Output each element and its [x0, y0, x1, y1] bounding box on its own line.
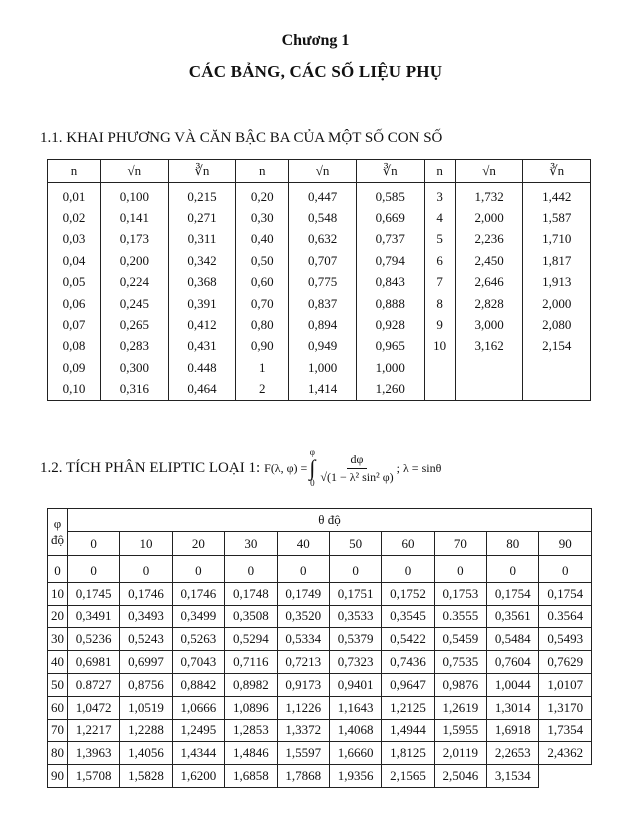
table-cell: 1,4056: [120, 742, 172, 765]
table-cell: 0,585: [356, 183, 424, 208]
table-cell: 1,260: [356, 379, 424, 401]
table-cell: 6: [424, 250, 455, 271]
table-cell: 3,162: [455, 336, 523, 357]
table-cell: 0.3555: [434, 605, 486, 628]
table-cell: 5: [424, 229, 455, 250]
table-cell: 0: [172, 556, 224, 583]
table-cell: 1,4944: [382, 719, 434, 742]
table-cell: 10: [424, 336, 455, 357]
table-cell: 0,7213: [277, 651, 329, 674]
table-cell: 0,5236: [67, 628, 119, 651]
table-cell: 0,70: [236, 293, 289, 314]
integral-symbol: ∫: [309, 455, 316, 480]
integral-upper-limit: φ: [309, 447, 315, 457]
integral-sign: [309, 448, 315, 488]
table-cell: 1,5597: [277, 742, 329, 765]
table-cell: 0: [225, 556, 277, 583]
table-row: [48, 673, 592, 696]
roots-header-cell: √n: [455, 160, 523, 183]
table-cell: 0,283: [101, 336, 169, 357]
table-cell: 0.3564: [539, 605, 592, 628]
roots-table-header: [48, 160, 591, 183]
table-cell: 1,6660: [329, 742, 381, 765]
table-cell: 1,0044: [487, 673, 539, 696]
phi-row-label: 80: [48, 742, 68, 765]
table-cell: 2,646: [455, 272, 523, 293]
table-cell: 0,01: [48, 183, 101, 208]
table-cell: 0,1754: [487, 582, 539, 605]
table-cell: 0,888: [356, 293, 424, 314]
roots-header-cell: n: [424, 160, 455, 183]
table-cell: 1,4068: [329, 719, 381, 742]
table-cell: 0,265: [101, 314, 169, 335]
table-cell: 1,710: [523, 229, 591, 250]
table-cell: 0,1749: [277, 582, 329, 605]
table-cell: 0,311: [168, 229, 236, 250]
table-row: [48, 765, 592, 788]
table-cell: 0,02: [48, 207, 101, 228]
table-cell: 0,368: [168, 272, 236, 293]
table-cell: 0,5243: [120, 628, 172, 651]
table-cell: 2,450: [455, 250, 523, 271]
table-cell: 1,3014: [487, 696, 539, 719]
table-cell: 0,5334: [277, 628, 329, 651]
table-cell: 1,442: [523, 183, 591, 208]
table-cell: 0,894: [289, 314, 357, 335]
elliptic-integral-table: [47, 508, 592, 788]
integral-lower-limit: 0: [310, 478, 315, 488]
table-cell: 3: [424, 183, 455, 208]
roots-header-cell: ∛n: [523, 160, 591, 183]
table-cell: 0: [487, 556, 539, 583]
table-cell: 0,1746: [172, 582, 224, 605]
table-cell: 0,40: [236, 229, 289, 250]
table-cell: 0,3499: [172, 605, 224, 628]
table-cell: 1,5955: [434, 719, 486, 742]
table-cell: 0,431: [168, 336, 236, 357]
table-cell: 0,8842: [172, 673, 224, 696]
table-cell: 1,9356: [329, 765, 381, 788]
table-cell: 1,2853: [225, 719, 277, 742]
table-cell: 0,391: [168, 293, 236, 314]
table-cell: 0: [67, 556, 119, 583]
table-cell: 0,245: [101, 293, 169, 314]
table-cell: 0,9876: [434, 673, 486, 696]
table-cell: 1,1226: [277, 696, 329, 719]
table-cell: 0,200: [101, 250, 169, 271]
roots-header-cell: ∛n: [168, 160, 236, 183]
table-row: [48, 379, 591, 401]
table-cell: 0,3561: [487, 605, 539, 628]
table-cell: 0,9401: [329, 673, 381, 696]
table-cell: 0,316: [101, 379, 169, 401]
table-row: [48, 229, 591, 250]
table-row: [48, 742, 592, 765]
table-cell: 7: [424, 272, 455, 293]
table-cell: 0,50: [236, 250, 289, 271]
phi-row-label: 10: [48, 582, 68, 605]
theta-value-header: 70: [434, 532, 486, 556]
table-cell: 0: [329, 556, 381, 583]
table-cell: 1,587: [523, 207, 591, 228]
table-cell: 1,5828: [120, 765, 172, 788]
table-row: [48, 582, 592, 605]
table-cell: 0,7043: [172, 651, 224, 674]
chapter-heading: Chương 1: [281, 32, 350, 49]
table-cell: 0,464: [168, 379, 236, 401]
table-row: [48, 314, 591, 335]
table-cell: 1,000: [356, 357, 424, 378]
table-row: [48, 696, 592, 719]
table-cell: 0,173: [101, 229, 169, 250]
theta-value-header: 90: [539, 532, 592, 556]
table-cell: 0,669: [356, 207, 424, 228]
table-cell: 0,271: [168, 207, 236, 228]
table-cell: 0.8727: [67, 673, 119, 696]
table-cell: 2,2653: [487, 742, 539, 765]
phi-unit: độ: [50, 532, 64, 547]
phi-symbol: φ: [53, 516, 62, 531]
table-row: [48, 556, 592, 583]
table-cell: 0,7535: [434, 651, 486, 674]
table-cell: 0,215: [168, 183, 236, 208]
table-cell: [539, 765, 592, 788]
table-cell: 0,8982: [225, 673, 277, 696]
phi-row-label: 50: [48, 673, 68, 696]
table-cell: 0: [434, 556, 486, 583]
table-cell: 2,000: [455, 207, 523, 228]
section-2-title-line: [40, 448, 441, 488]
table-cell: 0,03: [48, 229, 101, 250]
table-cell: [455, 357, 523, 378]
table-cell: 2,5046: [434, 765, 486, 788]
table-cell: 1,0896: [225, 696, 277, 719]
table-cell: 0,5422: [382, 628, 434, 651]
table-row: [48, 719, 592, 742]
table-cell: 0,3493: [120, 605, 172, 628]
table-cell: 1,2217: [67, 719, 119, 742]
theta-value-header: 0: [67, 532, 119, 556]
theta-values-row: [48, 532, 592, 556]
table-row: [48, 336, 591, 357]
table-cell: 0,447: [289, 183, 357, 208]
table-cell: 0,775: [289, 272, 357, 293]
table-cell: 0,8756: [120, 673, 172, 696]
table-cell: [455, 379, 523, 401]
table-cell: 0,80: [236, 314, 289, 335]
table-cell: 0,737: [356, 229, 424, 250]
table-cell: 0,04: [48, 250, 101, 271]
table-cell: 0,837: [289, 293, 357, 314]
table-cell: 4: [424, 207, 455, 228]
table-cell: 2,828: [455, 293, 523, 314]
table-cell: 1,3963: [67, 742, 119, 765]
table-cell: 0,5459: [434, 628, 486, 651]
table-cell: 1,0107: [539, 673, 592, 696]
table-cell: 0,3533: [329, 605, 381, 628]
table-cell: 0: [382, 556, 434, 583]
table-cell: 1,2495: [172, 719, 224, 742]
table-cell: 0,548: [289, 207, 357, 228]
phi-row-label: 60: [48, 696, 68, 719]
table-cell: 1,2619: [434, 696, 486, 719]
table-cell: 1,5708: [67, 765, 119, 788]
table-cell: 0,7116: [225, 651, 277, 674]
table-cell: 3,000: [455, 314, 523, 335]
table-cell: 0,141: [101, 207, 169, 228]
table-cell: 1,3170: [539, 696, 592, 719]
table-cell: [424, 357, 455, 378]
elliptic-integral-formula: [264, 448, 441, 488]
table-cell: 0,07: [48, 314, 101, 335]
table-cell: 0,412: [168, 314, 236, 335]
table-cell: 1,3372: [277, 719, 329, 742]
theta-value-header: 30: [225, 532, 277, 556]
table-cell: 0,632: [289, 229, 357, 250]
table-cell: 1,2125: [382, 696, 434, 719]
page-title: CÁC BẢNG, CÁC SỐ LIỆU PHỤ: [188, 62, 443, 81]
table-cell: 3,1534: [487, 765, 539, 788]
table-cell: 2,080: [523, 314, 591, 335]
table-cell: 0,20: [236, 183, 289, 208]
table-cell: 0,707: [289, 250, 357, 271]
section-1-title: 1.1. KHAI PHƯƠNG VÀ CĂN BẬC BA CỦA MỘT SỐ CON SỐ: [40, 130, 443, 146]
table-cell: 0,1753: [434, 582, 486, 605]
table-cell: 1,0519: [120, 696, 172, 719]
table-cell: 1,1643: [329, 696, 381, 719]
theta-value-header: 10: [120, 532, 172, 556]
table-row: [48, 207, 591, 228]
table-cell: 1,913: [523, 272, 591, 293]
table-cell: 0,30: [236, 207, 289, 228]
table-cell: [424, 379, 455, 401]
table-cell: 0,3491: [67, 605, 119, 628]
table-cell: 0: [120, 556, 172, 583]
phi-row-label: 30: [48, 628, 68, 651]
integrand-numerator: dφ: [347, 452, 368, 469]
table-cell: 0,6981: [67, 651, 119, 674]
table-cell: 0,60: [236, 272, 289, 293]
table-cell: 0,965: [356, 336, 424, 357]
table-cell: 1,6200: [172, 765, 224, 788]
table-cell: 0,08: [48, 336, 101, 357]
table-row: [48, 293, 591, 314]
table-cell: 0,9647: [382, 673, 434, 696]
theta-value-header: 60: [382, 532, 434, 556]
table-cell: 0,342: [168, 250, 236, 271]
table-cell: 1,000: [289, 357, 357, 378]
table-cell: 0,5484: [487, 628, 539, 651]
table-cell: 0,7629: [539, 651, 592, 674]
table-cell: 2,000: [523, 293, 591, 314]
table-cell: 0,05: [48, 272, 101, 293]
table-cell: 2,154: [523, 336, 591, 357]
table-cell: 0,6997: [120, 651, 172, 674]
table-cell: 0,1751: [329, 582, 381, 605]
table-cell: 0,10: [48, 379, 101, 401]
table-cell: 0,1746: [120, 582, 172, 605]
table-row: [48, 250, 591, 271]
table-cell: 0,90: [236, 336, 289, 357]
theta-value-header: 50: [329, 532, 381, 556]
table-cell: 0,5379: [329, 628, 381, 651]
table-cell: 0,1745: [67, 582, 119, 605]
integrand-fraction: [320, 452, 393, 485]
table-row: [48, 605, 592, 628]
theta-value-header: 20: [172, 532, 224, 556]
table-cell: 0,7436: [382, 651, 434, 674]
table-cell: 1,732: [455, 183, 523, 208]
table-row: [48, 183, 591, 208]
table-cell: 0,7604: [487, 651, 539, 674]
table-cell: 0,5493: [539, 628, 592, 651]
table-cell: 1,4846: [225, 742, 277, 765]
table-cell: 0,3520: [277, 605, 329, 628]
table-cell: 0,9173: [277, 673, 329, 696]
table-cell: 0,1752: [382, 582, 434, 605]
table-cell: [523, 379, 591, 401]
table-cell: 8: [424, 293, 455, 314]
table-cell: 1,6858: [225, 765, 277, 788]
phi-row-label: 20: [48, 605, 68, 628]
table-cell: 0,1748: [225, 582, 277, 605]
table-cell: 1,6918: [487, 719, 539, 742]
table-cell: 1,8125: [382, 742, 434, 765]
table-cell: 0.448: [168, 357, 236, 378]
table-cell: 2: [236, 379, 289, 401]
phi-row-label: 90: [48, 765, 68, 788]
table-cell: 0,3545: [382, 605, 434, 628]
table-cell: 1: [236, 357, 289, 378]
table-cell: 0,09: [48, 357, 101, 378]
table-row: [48, 357, 591, 378]
table-row: [48, 651, 592, 674]
table-cell: 0,794: [356, 250, 424, 271]
table-cell: 1,414: [289, 379, 357, 401]
table-cell: 9: [424, 314, 455, 335]
table-cell: 0,100: [101, 183, 169, 208]
roots-table: [47, 159, 591, 401]
table-cell: 1,4344: [172, 742, 224, 765]
phi-row-label: 70: [48, 719, 68, 742]
table-cell: 1,0666: [172, 696, 224, 719]
roots-header-cell: n: [48, 160, 101, 183]
table-cell: 2,4362: [539, 742, 592, 765]
table-cell: 2,0119: [434, 742, 486, 765]
theta-value-header: 40: [277, 532, 329, 556]
table-cell: 2,1565: [382, 765, 434, 788]
table-cell: 0,3508: [225, 605, 277, 628]
table-cell: 2,236: [455, 229, 523, 250]
roots-header-cell: ∛n: [356, 160, 424, 183]
table-cell: 0,928: [356, 314, 424, 335]
table-cell: 0,1754: [539, 582, 592, 605]
table-cell: 1,817: [523, 250, 591, 271]
table-cell: 0,7323: [329, 651, 381, 674]
table-cell: 0,300: [101, 357, 169, 378]
table-cell: 0,5294: [225, 628, 277, 651]
table-cell: 0,843: [356, 272, 424, 293]
phi-column-header: [48, 509, 68, 556]
table-cell: 0,224: [101, 272, 169, 293]
table-cell: 0,06: [48, 293, 101, 314]
table-cell: 0,5263: [172, 628, 224, 651]
table-cell: 1,7354: [539, 719, 592, 742]
roots-header-cell: √n: [101, 160, 169, 183]
formula-rhs: ; λ = sinθ: [396, 460, 442, 475]
table-cell: 1,2288: [120, 719, 172, 742]
integrand-denominator: √(1 − λ² sin² φ): [320, 469, 394, 484]
theta-value-header: 80: [487, 532, 539, 556]
table-cell: 0: [277, 556, 329, 583]
table-row: [48, 628, 592, 651]
table-cell: 0,949: [289, 336, 357, 357]
table-cell: 1,0472: [67, 696, 119, 719]
table-row: [48, 272, 591, 293]
roots-header-cell: √n: [289, 160, 357, 183]
table-cell: 0: [539, 556, 592, 583]
theta-group-header: θ độ: [67, 509, 591, 532]
roots-header-cell: n: [236, 160, 289, 183]
formula-lhs: F(λ, φ) =: [264, 460, 308, 475]
section-2-title: 1.2. TÍCH PHÂN ELIPTIC LOẠI 1:: [40, 459, 261, 476]
phi-row-label: 0: [48, 556, 68, 583]
phi-row-label: 40: [48, 651, 68, 674]
table-cell: 1,7868: [277, 765, 329, 788]
table-cell: [523, 357, 591, 378]
